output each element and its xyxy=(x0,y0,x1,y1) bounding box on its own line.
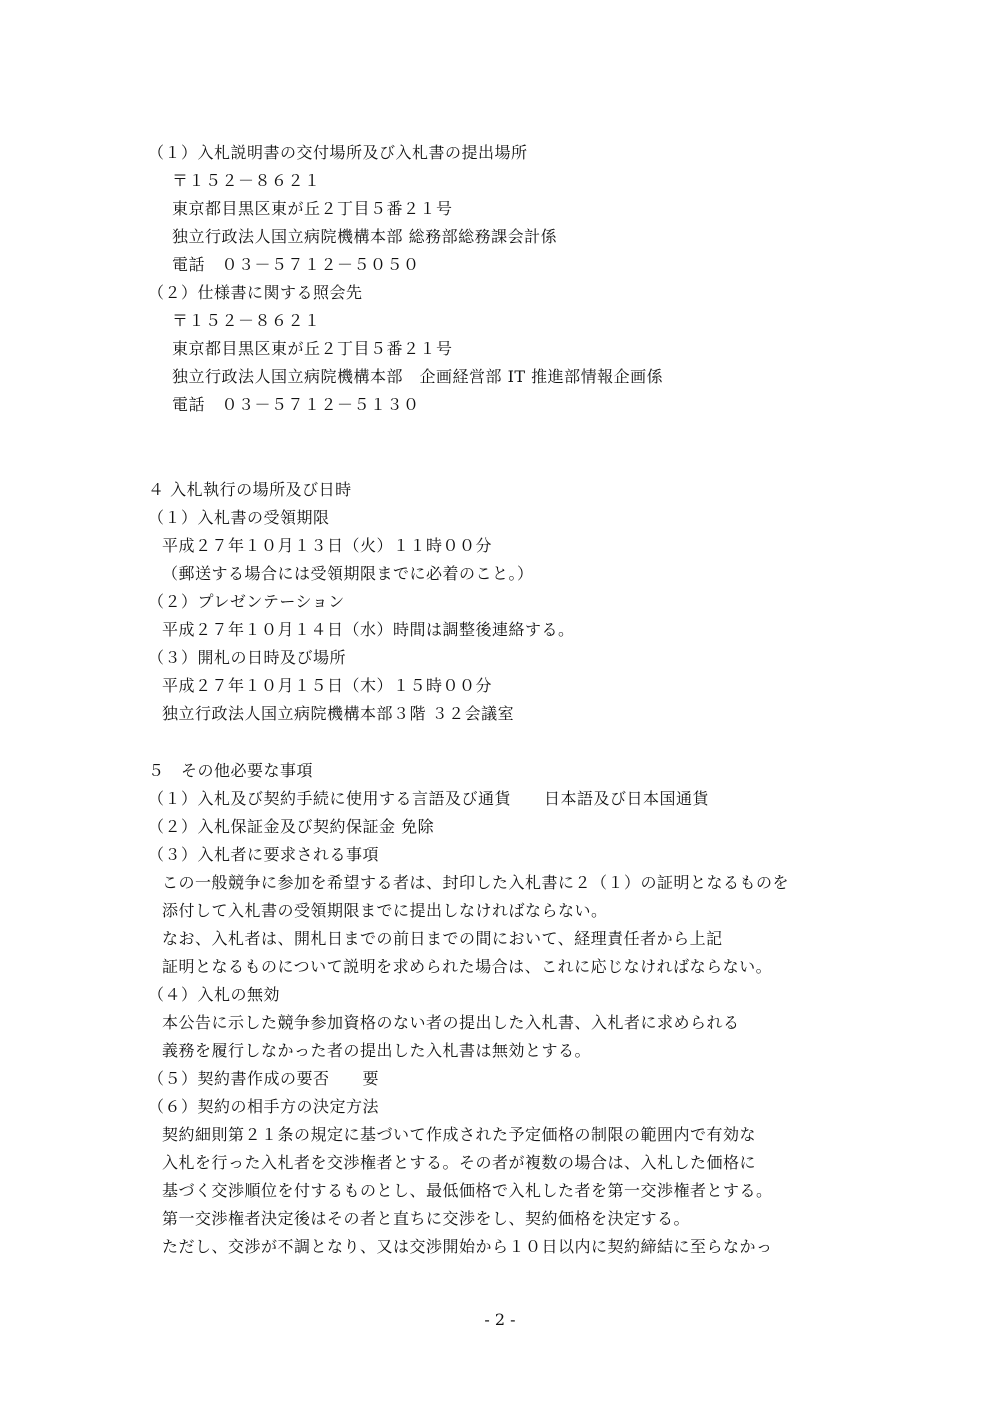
item-4-3-date: 平成２７年１０月１５日（木）１５時００分 xyxy=(162,676,493,695)
item-5-3-text-2: 添付して入札書の受領期限までに提出しなければならない。 xyxy=(162,901,608,920)
postal-code-1: 〒１５２－８６２１ xyxy=(172,171,321,190)
item-5-6-heading: （６）契約の相手方の決定方法 xyxy=(148,1097,380,1116)
item-5-4-text-2: 義務を履行しなかった者の提出した入札書は無効とする。 xyxy=(162,1041,592,1060)
phone-1: 電話 ０３－５７１２－５０５０ xyxy=(172,255,420,274)
item-5-3-text-3: なお、入札者は、開札日までの前日までの間において、経理責任者から上記 xyxy=(162,929,723,948)
section-5-heading: ５ その他必要な事項 xyxy=(148,761,314,780)
item-4-1-heading: （１）入札書の受領期限 xyxy=(148,508,330,527)
item-4-3-place: 独立行政法人国立病院機構本部３階 ３２会議室 xyxy=(162,704,515,723)
item-5-6-text-3: 基づく交渉順位を付するものとし、最低価格で入札した者を第一交渉権者とする。 xyxy=(162,1181,773,1200)
item-5-6-text-1: 契約細則第２１条の規定に基づいて作成された予定価格の制限の範囲内で有効な xyxy=(162,1125,757,1144)
item-5-2: （２）入札保証金及び契約保証金 免除 xyxy=(148,817,435,836)
item-5-3-heading: （３）入札者に要求される事項 xyxy=(148,845,380,864)
organization-1: 独立行政法人国立病院機構本部 総務部総務課会計係 xyxy=(172,227,558,246)
item-1-2-heading: （２）仕様書に関する照会先 xyxy=(148,283,363,302)
page-number: - 2 - xyxy=(484,1310,516,1329)
item-5-1: （１）入札及び契約手続に使用する言語及び通貨 日本語及び日本国通貨 xyxy=(148,789,710,808)
item-5-6-text-5: ただし、交渉が不調となり、又は交渉開始から１０日以内に契約締結に至らなかっ xyxy=(162,1237,773,1256)
item-4-1-date: 平成２７年１０月１３日（火）１１時００分 xyxy=(162,536,493,555)
item-5-4-heading: （４）入札の無効 xyxy=(148,985,281,1004)
item-1-1-heading: （１）入札説明書の交付場所及び入札書の提出場所 xyxy=(148,143,528,162)
item-5-3-text-4: 証明となるものについて説明を求められた場合は、これに応じなければならない。 xyxy=(162,957,773,976)
section-4-heading: ４ 入札執行の場所及び日時 xyxy=(148,480,352,499)
address-2: 東京都目黒区東が丘２丁目５番２１号 xyxy=(172,339,453,358)
item-5-6-text-4: 第一交渉権者決定後はその者と直ちに交渉をし、契約価格を決定する。 xyxy=(162,1209,691,1228)
postal-code-2: 〒１５２－８６２１ xyxy=(172,311,321,330)
address-1: 東京都目黒区東が丘２丁目５番２１号 xyxy=(172,199,453,218)
item-4-2-heading: （２）プレゼンテーション xyxy=(148,592,345,611)
organization-2: 独立行政法人国立病院機構本部 企画経営部 IT 推進部情報企画係 xyxy=(172,367,664,386)
item-5-6-text-2: 入札を行った入札者を交渉権者とする。その者が複数の場合は、入札した価格に xyxy=(162,1153,757,1172)
item-4-2-date: 平成２７年１０月１４日（水）時間は調整後連絡する。 xyxy=(162,620,575,639)
item-4-1-note: （郵送する場合には受領期限までに必着のこと。） xyxy=(162,564,534,583)
item-5-3-text-1: この一般競争に参加を希望する者は、封印した入札書に２（１）の証明となるものを xyxy=(162,873,790,892)
item-4-3-heading: （３）開札の日時及び場所 xyxy=(148,648,347,667)
phone-2: 電話 ０３－５７１２－５１３０ xyxy=(172,395,420,414)
item-5-4-text-1: 本公告に示した競争参加資格のない者の提出した入札書、入札者に求められる xyxy=(162,1013,740,1032)
item-5-5: （５）契約書作成の要否 要 xyxy=(148,1069,380,1088)
